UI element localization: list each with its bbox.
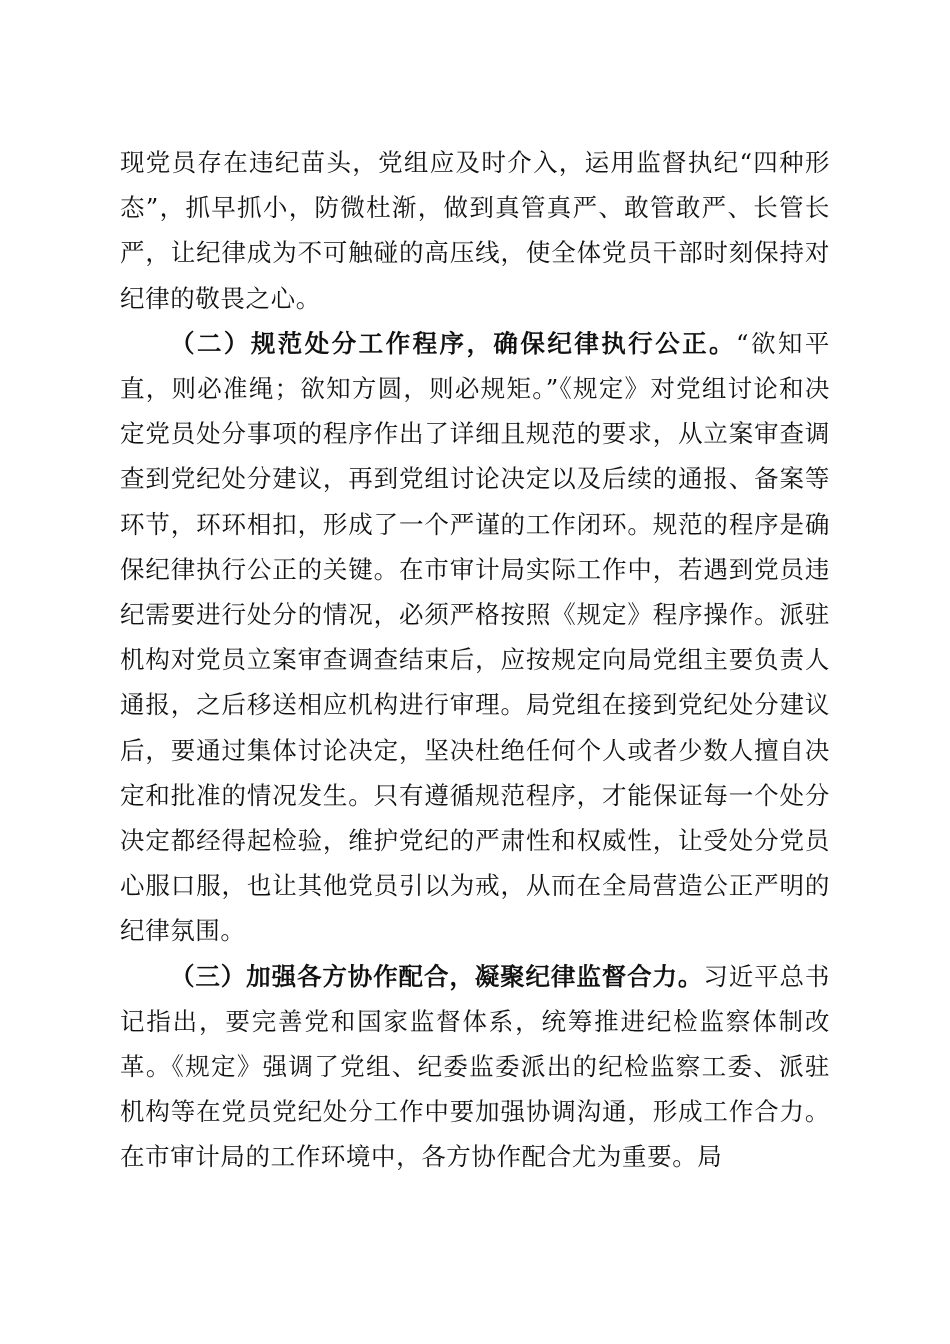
section-2-text: “欲知平直，则必准绳；欲知方圆，则必规矩。”《规定》对党组讨论和决定党员处分事项的程序作出了详细且规范的要求，从立案审查调查到党纪处分建议，再到党组讨论决定以及后续的通报、备案等环节，环环相扣，形成了一个严谨的工作闭环。规范的程序是确保纪律执行公正的关键。在市审计局实际工作中，若遇到党员违纪需要进行处分的情况，必须严格按照《规定》程序操作。派驻机构对党员立案审查调查结束后，应按规定向局党组主要负责人通报，之后移送相应机构进行审理。局党组在接到党纪处分建议后，要通过集体讨论决定，坚决杜绝任何个人或者少数人擅自决定和批准的情况发生。只有遵循规范程序，才能保证每一个处分决定都经得起检验，维护党纪的严肃性和权威性，让受处分党员心服口服，也让其他党员引以为戒，从而在全局营造公正严明的纪律氛围。 [120, 328, 830, 946]
section-3-text: 习近平总书记指出，要完善党和国家监督体系，统筹推进纪检监察体制改革。《规定》强调了党组、纪委监委派出的纪检监察工委、派驻机构等在党员党纪处分工作中要加强协调沟通，形成工作合力。在市审计局的工作环境中，各方协作配合尤为重要。局 [120, 961, 830, 1172]
paragraph-1-text: 现党员存在违纪苗头，党组应及时介入，运用监督执纪“四种形态”，抓早抓小，防微杜渐，做到真管真严、敢管敢严、长管长严，让纪律成为不可触碰的高压线，使全体党员干部时刻保持对纪律的敬畏之心。 [120, 148, 830, 313]
paragraph-continuation [120, 140, 830, 321]
section-2-heading: （二）规范处分工作程序，确保纪律执行公正。 [170, 328, 736, 358]
paragraph-section-2 [120, 321, 830, 954]
document-page [120, 140, 830, 1180]
paragraph-section-3 [120, 954, 830, 1180]
section-3-heading: （三）加强各方协作配合，凝聚纪律监督合力。 [170, 961, 704, 991]
